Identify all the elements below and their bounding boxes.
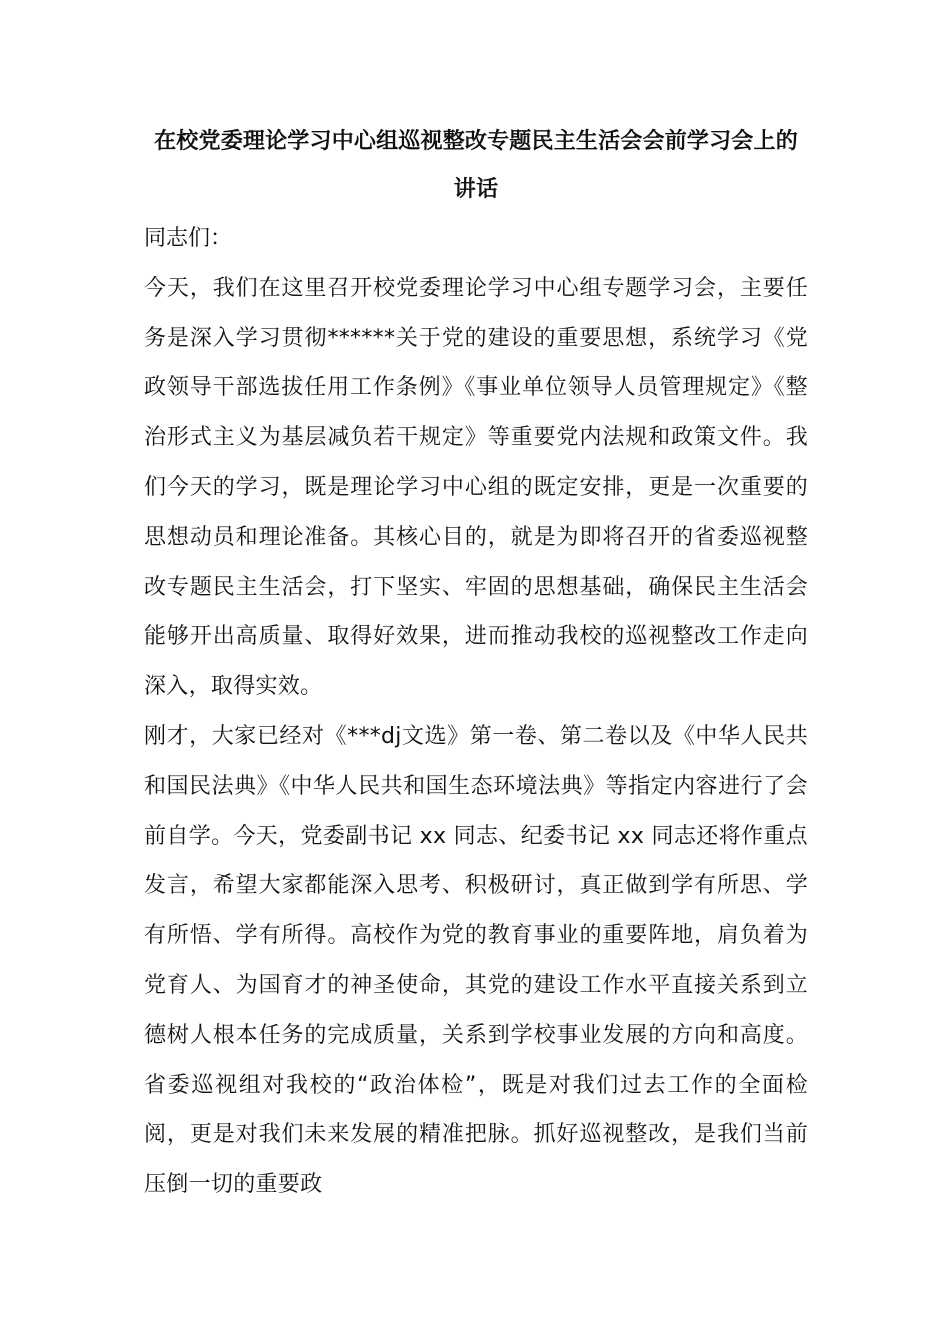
document-body xyxy=(144,118,808,1210)
document-title: 在校党委理论学习中心组巡视整改专题民主生活会会前学习会上的讲话 xyxy=(154,129,798,202)
paragraph-2: 刚才，大家已经对《***dj文选》第一卷、第二卷以及《中华人民共和国民法典》《中华人民共和国生态环境法典》等指定内容进行了会前自学。今天，党委副书记 xx 同志、纪委书记 xx 同志还将作重点发言，希望大家都能深入思考、积极研讨，真正做到学有所思、学有所悟、学有所得。高校作为党的教育事业的重要阵地，肩负着为党育人、为国育才的神圣使命，其党的建设工作水平直接关系到立德树人根本任务的完成质量，关系到学校事业发展的方向和高度。省委巡视组对我校的“政治体检”，既是对我们过去工作的全面检阅，更是对我们未来发展的精准把脉。抓好巡视整改，是我们当前压倒一切的重要政 xyxy=(144,723,808,1198)
salutation: 同志们： xyxy=(144,226,233,251)
paragraph-1: 今天，我们在这里召开校党委理论学习中心组专题学习会，主要任务是深入学习贯彻******关于党的建设的重要思想，系统学习《党政领导干部选拔任用工作条例》《事业单位领导人员管理规定》《整治形式主义为基层减负若干规定》等重要党内法规和政策文件。我们今天的学习，既是理论学习中心组的既定安排，更是一次重要的思想动员和理论准备。其核心目的，就是为即将召开的省委巡视整改专题民主生活会，打下坚实、牢固的思想基础，确保民主生活会能够开出高质量、取得好效果，进而推动我校的巡视整改工作走向深入，取得实效。 xyxy=(144,275,808,700)
